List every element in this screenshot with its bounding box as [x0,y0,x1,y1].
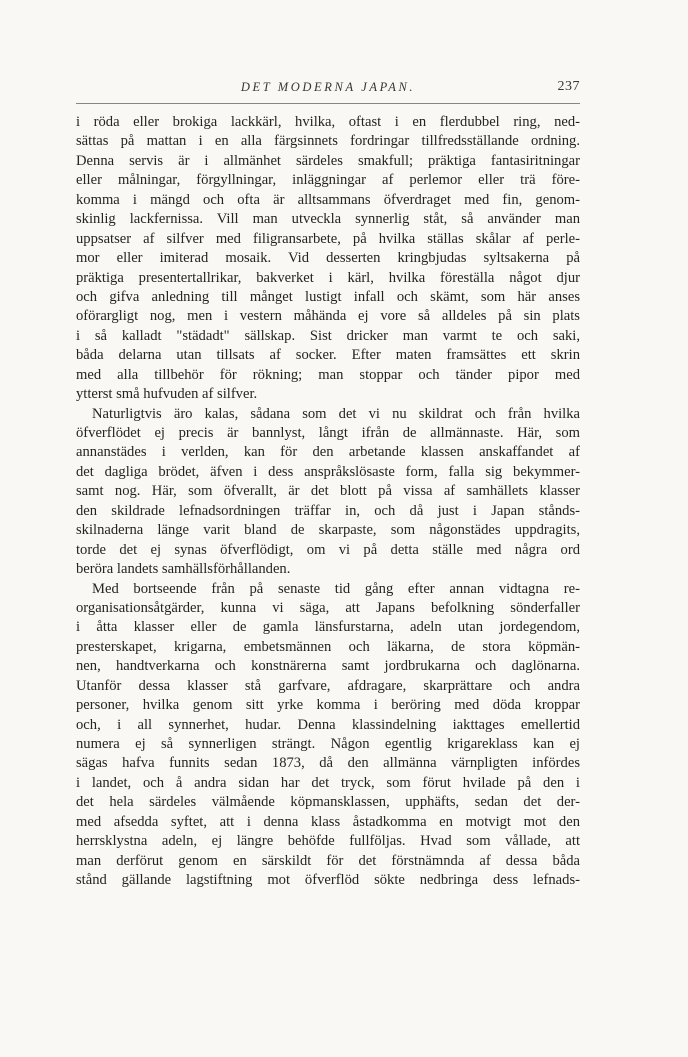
text-line: beröra landets samhällsförhållanden. [76,561,291,578]
text-line: organisationsåtgärder, kunna vi säga, att Japans befolkning sönderfaller [76,599,580,616]
running-title: DET MODERNA JAPAN. [240,80,416,94]
text-line: man derförut genom en särskildt för det förstnämnda af dessa båda [76,852,580,869]
text-line: Denna servis är i allmänhet särdeles smakfull; präktiga fantasiritningar [76,152,580,169]
text-line: numera ej så synnerligen strängt. Någon egentlig krigareklass kan ej [76,736,580,752]
text-line: skinlig lackfernissa. Vill man utveckla synnerlig ståt, så använder man [76,211,580,228]
text-line: i så kalladt "städadt" sällskap. Sist dricker man varmt te och saki, [76,327,580,344]
running-head [76,78,580,100]
text-line: sättas på mattan i en alla färgsinnets fordringar tillfredsställande ordning. [76,133,580,150]
text-line: personer, hvilka genom sitt yrke komma i beröring med döda kroppar [76,697,580,714]
text-line: Naturligtvis äro kalas, sådana som det vi nu skildrat och från hvilka [92,405,580,422]
text-line: och, i all synnerhet, hudar. Denna klassindelning iakttages emellertid [76,716,580,733]
text-line: herrsklystna adeln, ej längre behöfde fullföljas. Hvad som vållade, att [76,833,580,850]
text-line: med afsedda syftet, att i denna klass åstadkomma en motvigt mot den [76,813,580,830]
text-line: och gifva anledning till månget lustigt infall och skämt, som här anses [76,288,580,305]
text-line: sägas hafva funnits sedan 1873, då den allmänna värnpligten infördes [76,755,580,772]
text-line: den skildrade lefnadsordningen träffar in, och då just i Japan stånds- [76,502,580,519]
text-line: i landet, och å andra sidan har det tryck, som förut hvilade på den i [76,774,580,791]
text-line: Utanför dessa klasser stå garfvare, afdragare, skarprättare och andra [76,677,580,694]
text-line: med alla tillbehör för rökning; man stoppar och tänder pipor med [76,366,580,383]
text-line: präktiga presentertallrikar, bakverket i kärl, hvilka föreställa något djur [76,269,580,286]
text-line: torde det ej synas öfverflödigt, om vi på detta ställe med några ord [76,541,580,558]
header-rule [76,103,580,104]
text-line: skilnaderna länge varit bland de skarpaste, som någonstädes uppdragits, [76,522,580,539]
text-line: i röda eller brokiga lackkärl, hvilka, oftast i en flerdubbel ring, ned- [76,114,580,130]
text-line: oförargligt nog, men i vestern måhända ej vore så alldeles på sin plats [76,308,580,325]
text-line: det hela särdeles välmående köpmansklassen, upphäfts, sedan det der- [76,794,580,811]
text-line: annanstädes i verlden, kan för den arbetande klassen anskaffandet af [76,444,580,461]
text-line: Med bortseende från på senaste tid gång efter annan vidtagna re- [92,580,580,597]
text-line: mor eller imiterad mosaik. Vid desserten kringbjudas syltsakerna på [76,250,580,267]
text-line: stånd gällande lagstiftning mot öfverflöd sökte nedbringa dess lefnads- [76,872,580,889]
text-line: ytterst små hufvuden af silfver. [76,386,258,403]
text-line: samt nog. Här, som öfverallt, är det blott på vissa af samhällets klasser [76,483,580,500]
text-line: eller målningar, förgyllningar, inläggningar af perlemor eller trä före- [76,172,580,189]
text-line: öfverflödet ej precis är bannlyst, långt ifrån de allmännaste. Här, som [76,425,580,441]
text-line: båda delarna utan tillsats af socker. Efter maten framsättes ett skrin [76,347,580,364]
text-line: i åtta klasser eller de gamla länsfurstarna, adeln utan jordegendom, [76,619,580,636]
text-line: uppsatser af silfver med filigransarbete, på hvilka ställas skålar af perle- [76,230,580,247]
body-text [76,113,580,891]
text-line: komma i mängd och ofta är alltsammans öfverdraget med fin, genom- [76,191,580,208]
text-line: nen, handtverkarna och konstnärerna samt jordbrukarna och daglönarna. [76,658,580,675]
text-line: presterskapet, krigarna, embetsmännen och läkarna, de stora köpmän- [76,638,580,655]
text-line: det dagliga brödet, äfven i dess anspråkslösaste form, falla sig bekymmer- [76,463,580,480]
page-number: 237 [557,79,580,94]
